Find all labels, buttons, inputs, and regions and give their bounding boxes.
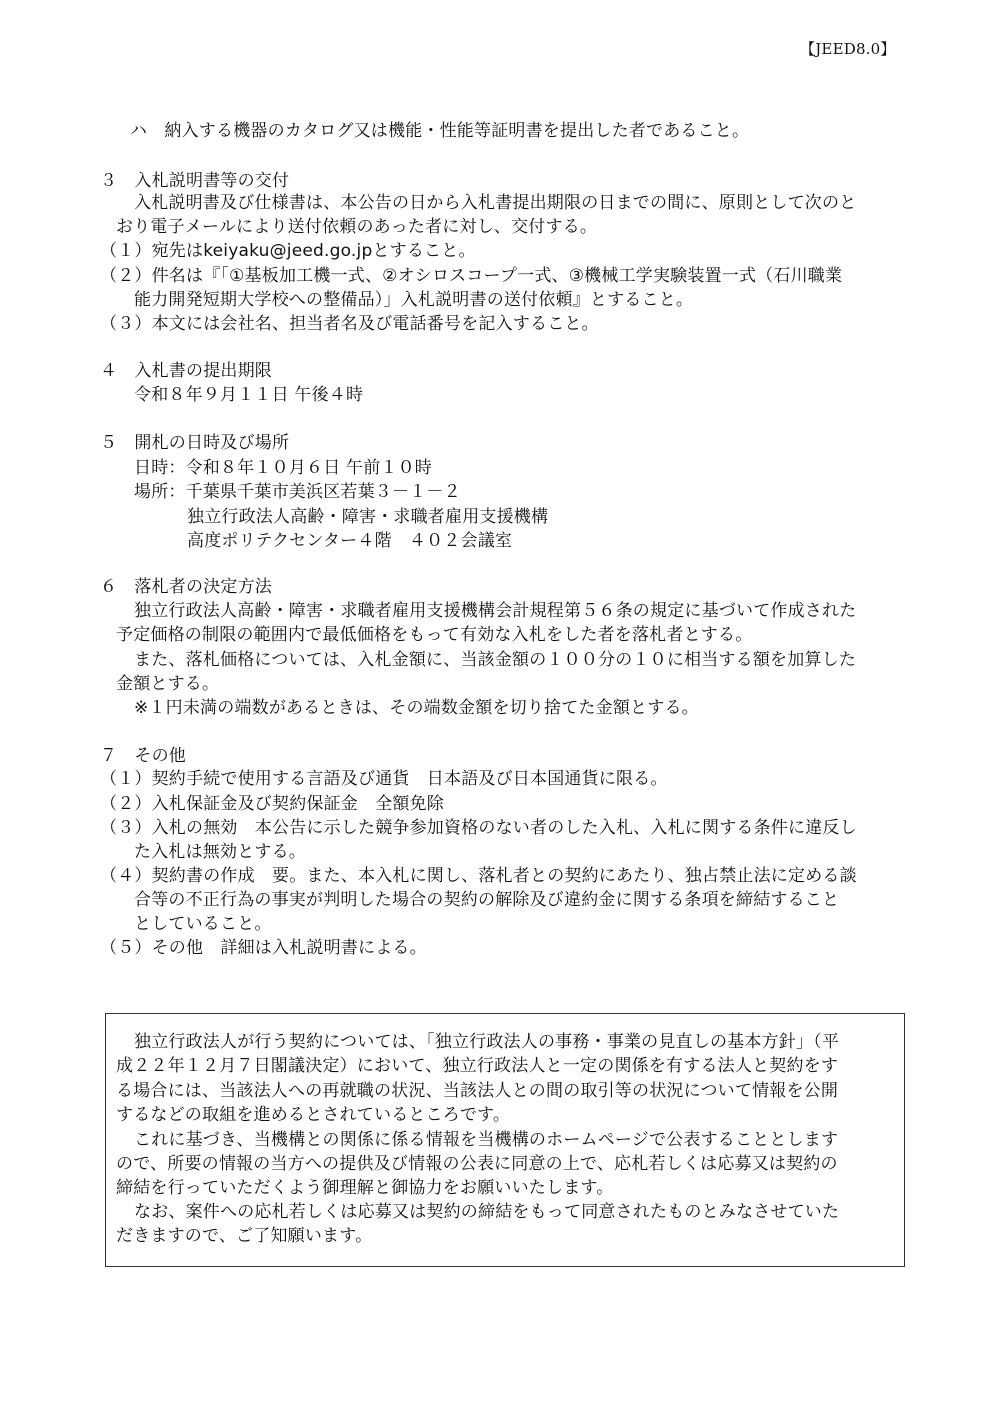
section3-item-3: （３）本文には会社名、担当者名及び電話番号を記入すること。 — [100, 314, 599, 334]
section5-heading: ５ 開札の日時及び場所 — [100, 433, 290, 453]
section7-item-4-cont: 合等の不正行為の事実が判明した場合の契約の解除及び違約金に関する条項を締結すること — [134, 890, 840, 910]
section6-para-line: 金額とする。 — [116, 674, 220, 694]
section7-item-4: （４）契約書の作成 要。また、本入札に関し、落札者との契約にあたり、独占禁止法に定める談 — [100, 866, 857, 886]
section3-heading: ３ 入札説明書等の交付 — [100, 171, 290, 191]
document-id: 【JEED8.0】 — [800, 40, 896, 58]
notice-line: 独立行政法人が行う契約については、「独立行政法人の事務・事業の見直しの基本方針」（平 — [134, 1032, 840, 1052]
section3-body-line: 入札説明書及び仕様書は、本公告の日から入札書提出期限の日までの間に、原則として次のと — [134, 193, 857, 213]
section6-para-line: また、落札価格については、入札金額に、当該金額の１００分の１０に相当する額を加算した — [134, 650, 857, 670]
notice-line: ので、所要の情報の当方への提供及び情報の公表に同意の上で、応札若しくは応募又は契約の — [116, 1154, 838, 1174]
section3-body-line: おり電子メールにより送付依頼のあった者に対し、交付する。 — [116, 217, 598, 237]
section7-item-3: （３）入札の無効 本公告に示した競争参加資格のない者のした入札、入札に関する条件に違反し — [100, 818, 857, 838]
notice-line: するなどの取組を進めるとされているところです。 — [116, 1105, 511, 1125]
section7-item-5: （５）その他 詳細は入札説明書による。 — [100, 938, 427, 958]
section5-place-cont: 独立行政法人高齢・障害・求職者雇用支援機構 — [187, 507, 549, 527]
notice-line: だきますので、ご了知願います。 — [116, 1226, 373, 1246]
section7-item-1: （１）契約手続で使用する言語及び通貨 日本語及び日本国通貨に限る。 — [100, 769, 668, 789]
item-ha: ハ 納入する機器のカタログ又は機能・性能等証明書を提出した者であること。 — [130, 121, 750, 141]
section5-datetime: 日時：令和８年１０月６日 午前１０時 — [134, 458, 433, 478]
section4-deadline: 令和８年９月１１日 午後４時 — [134, 385, 364, 405]
section3-item-1: （１）宛先はkeiyaku@jeed.go.jpとすること。 — [100, 241, 476, 261]
notice-line: 締結を行っていただくよう御理解と御協力をお願いいたします。 — [116, 1178, 614, 1198]
section6-para-line: 予定価格の制限の範囲内で最低価格をもって有効な入札をした者を落札者とする。 — [116, 625, 753, 645]
section7-heading: ７ その他 — [100, 746, 186, 766]
section3-item-2: （２）件名は『「①基板加工機一式、②オシロスコープ一式、③機械工学実験装置一式（石川職業 — [100, 266, 843, 286]
section6-para-line: 独立行政法人高齢・障害・求職者雇用支援機構会計規程第５６条の規定に基づいて作成された — [134, 601, 857, 621]
section3-item-2-cont: 能力開発短期大学校への整備品）」入札説明書の送付依頼』とすること。 — [134, 290, 694, 310]
notice-line: 成２２年１２月７日閣議決定）において、独立行政法人と一定の関係を有する法人と契約をす — [116, 1056, 839, 1076]
section7-item-3-cont: た入札は無効とする。 — [134, 842, 306, 862]
section7-item-4-cont: としていること。 — [134, 914, 272, 934]
section6-heading: ６ 落札者の決定方法 — [100, 577, 272, 597]
notice-line: なお、案件への応札若しくは応募又は契約の締結をもって同意されたものとみなさせていた — [134, 1202, 840, 1222]
section5-place: 場所：千葉県千葉市美浜区若葉３－１－２ — [134, 482, 461, 502]
section7-item-2: （２）入札保証金及び契約保証金 全額免除 — [100, 794, 444, 814]
notice-line: る場合には、当該法人への再就職の状況、当該法人との間の取引等の状況について情報を公開 — [116, 1081, 839, 1101]
notice-line: これに基づき、当機構との関係に係る情報を当機構のホームページで公表することとします — [134, 1130, 839, 1150]
section4-heading: ４ 入札書の提出期限 — [100, 361, 272, 381]
section6-note: ※１円未満の端数があるときは、その端数金額を切り捨てた金額とする。 — [134, 698, 699, 718]
section5-place-cont: 高度ポリテクセンター４階 ４０２会議室 — [187, 531, 513, 551]
